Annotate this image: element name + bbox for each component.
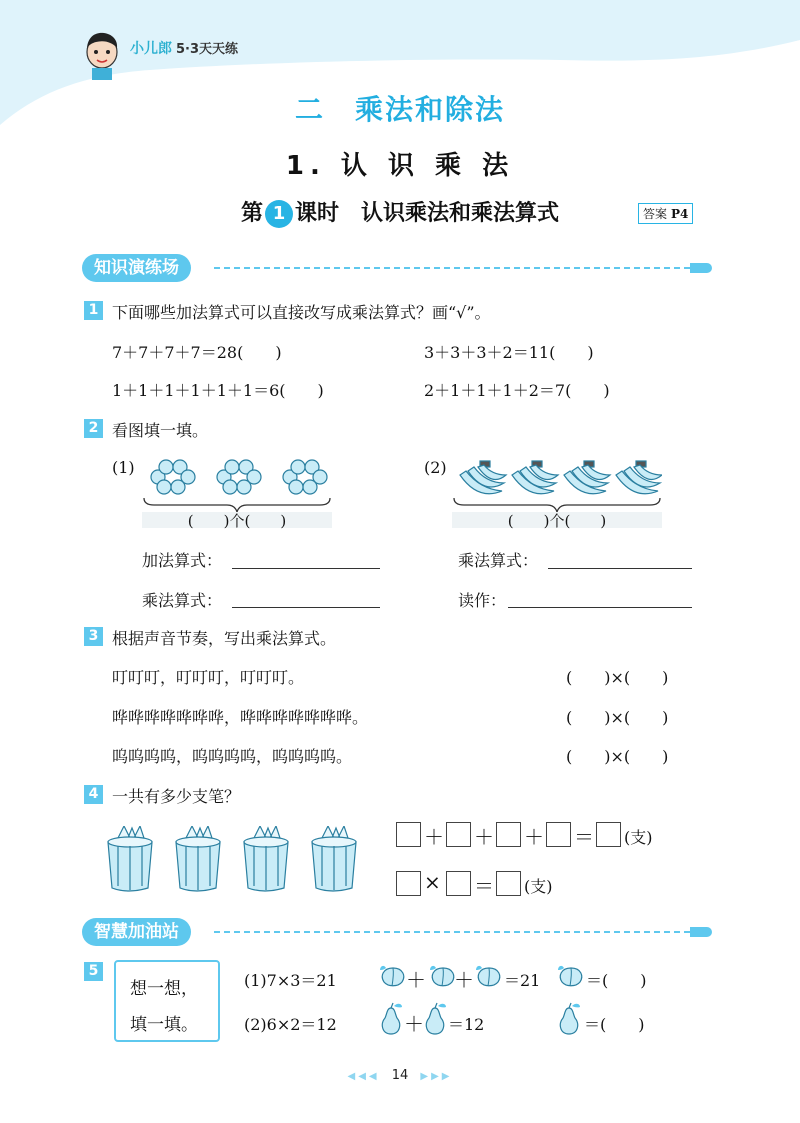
section-header-challenge: 智慧加油站	[82, 918, 191, 946]
right-arrows-icon: ▶▶▶	[420, 1071, 453, 1082]
plus-sign: ＋	[404, 1012, 424, 1036]
period-suffix: 课时 认识乘法和乘法算式	[295, 201, 560, 226]
pencil-cups-picture	[100, 826, 370, 892]
plus-sign: ＋	[474, 825, 494, 849]
answer-tag	[638, 203, 693, 224]
q5-equation: (1)7×3＝21	[244, 971, 337, 990]
peach-icon	[556, 964, 586, 988]
unit-title: 二 乘法和除法	[294, 93, 505, 126]
brand-logo: 小儿郎	[130, 41, 172, 57]
plus-sign: ＋	[454, 968, 474, 992]
question-number: 5	[84, 962, 103, 981]
hint-note	[114, 960, 220, 1042]
times-sign: ×	[424, 870, 441, 894]
equals-sign: ＝	[474, 874, 494, 898]
note-line: 填一填。	[130, 1015, 198, 1035]
q3-answer: ( )×( )	[566, 668, 669, 687]
brand-label	[130, 38, 238, 58]
q3-prompt: 根据声音节奏，写出乘法算式。	[112, 629, 337, 648]
q2-prompt: 看图填一填。	[112, 421, 209, 440]
q3-row: 呜呜呜呜，呜呜呜呜，呜呜呜呜。	[112, 747, 353, 766]
q2-part2-label: (2)	[424, 458, 447, 477]
bananas-picture	[452, 455, 662, 500]
q3-answer: ( )×( )	[566, 708, 669, 727]
unit-label: (支)	[624, 828, 653, 847]
q5-answer: ＝( )	[586, 971, 647, 990]
answer-box[interactable]	[396, 822, 421, 847]
answer-label: 答案	[643, 207, 668, 221]
pencil-tip-icon	[690, 263, 712, 273]
question-number: 3	[84, 627, 103, 646]
q3-row: 哗哗哗哗哗哗哗，哗哗哗哗哗哗哗。	[112, 708, 369, 727]
mascot-boy-icon	[82, 30, 122, 80]
lesson-title: 1. 认 识 乘 法	[285, 151, 515, 181]
period-number-badge: 1	[265, 200, 293, 228]
peach-icon	[378, 964, 408, 988]
answer-box[interactable]	[446, 822, 471, 847]
peach-icon	[474, 964, 504, 988]
q5-result: ＝12	[448, 1015, 485, 1034]
q3-row: 叮叮叮，叮叮叮，叮叮叮。	[112, 668, 305, 687]
answer-page: P4	[671, 207, 689, 221]
q2-brace-text: ( )个( )	[187, 512, 287, 530]
q2-read-label: 读作：	[458, 591, 507, 610]
q3-answer: ( )×( )	[566, 747, 669, 766]
answer-box[interactable]	[496, 871, 521, 896]
flowers-picture	[142, 455, 332, 500]
answer-box[interactable]	[496, 822, 521, 847]
brand-text: 5·3天天练	[176, 42, 239, 57]
answer-box[interactable]	[596, 822, 621, 847]
question-number: 1	[84, 301, 103, 320]
left-arrows-icon: ◀◀◀	[347, 1071, 380, 1082]
q5-equation: (2)6×2＝12	[244, 1015, 337, 1034]
equals-sign: ＝	[574, 825, 594, 849]
answer-line[interactable]	[232, 607, 380, 608]
period-prefix: 第	[240, 201, 263, 226]
plus-sign: ＋	[424, 825, 444, 849]
note-line: 想一想，	[130, 979, 198, 999]
section-divider	[214, 931, 690, 933]
answer-line[interactable]	[548, 568, 692, 569]
q1-item: 2＋1＋1＋1＋2＝7( )	[424, 381, 610, 400]
plus-sign: ＋	[524, 825, 544, 849]
answer-box[interactable]	[546, 822, 571, 847]
pear-icon	[422, 1002, 448, 1036]
q4-prompt: 一共有多少支笔？	[112, 787, 241, 806]
unit-label: (支)	[524, 877, 553, 896]
page-footer	[0, 1068, 800, 1083]
answer-line[interactable]	[508, 607, 692, 608]
pear-icon	[378, 1002, 404, 1036]
q1-prompt: 下面哪些加法算式可以直接改写成乘法算式？画“√”。	[112, 303, 491, 322]
answer-line[interactable]	[232, 568, 380, 569]
pencil-tip-icon	[690, 927, 712, 937]
q2-add-label: 加法算式：	[142, 551, 223, 570]
q2-part1-label: (1)	[112, 458, 135, 477]
answer-box[interactable]	[446, 871, 471, 896]
question-number: 4	[84, 785, 103, 804]
answer-box[interactable]	[396, 871, 421, 896]
q2-mul-label: 乘法算式：	[458, 551, 539, 570]
q2-brace-text: ( )个( )	[507, 512, 607, 530]
q5-result: ＝21	[504, 971, 541, 990]
section-divider	[214, 267, 690, 269]
q1-item: 3＋3＋3＋2＝11( )	[424, 343, 594, 362]
plus-sign: ＋	[406, 968, 426, 992]
question-number: 2	[84, 419, 103, 438]
q1-item: 7＋7＋7＋7＝28( )	[112, 343, 282, 362]
q1-item: 1＋1＋1＋1＋1＋1＝6( )	[112, 381, 324, 400]
page-number: 14	[391, 1068, 409, 1083]
section-header-practice: 知识演练场	[82, 254, 191, 282]
q5-answer: ＝( )	[584, 1015, 645, 1034]
pear-icon	[556, 1002, 582, 1036]
q2-mul-label: 乘法算式：	[142, 591, 223, 610]
